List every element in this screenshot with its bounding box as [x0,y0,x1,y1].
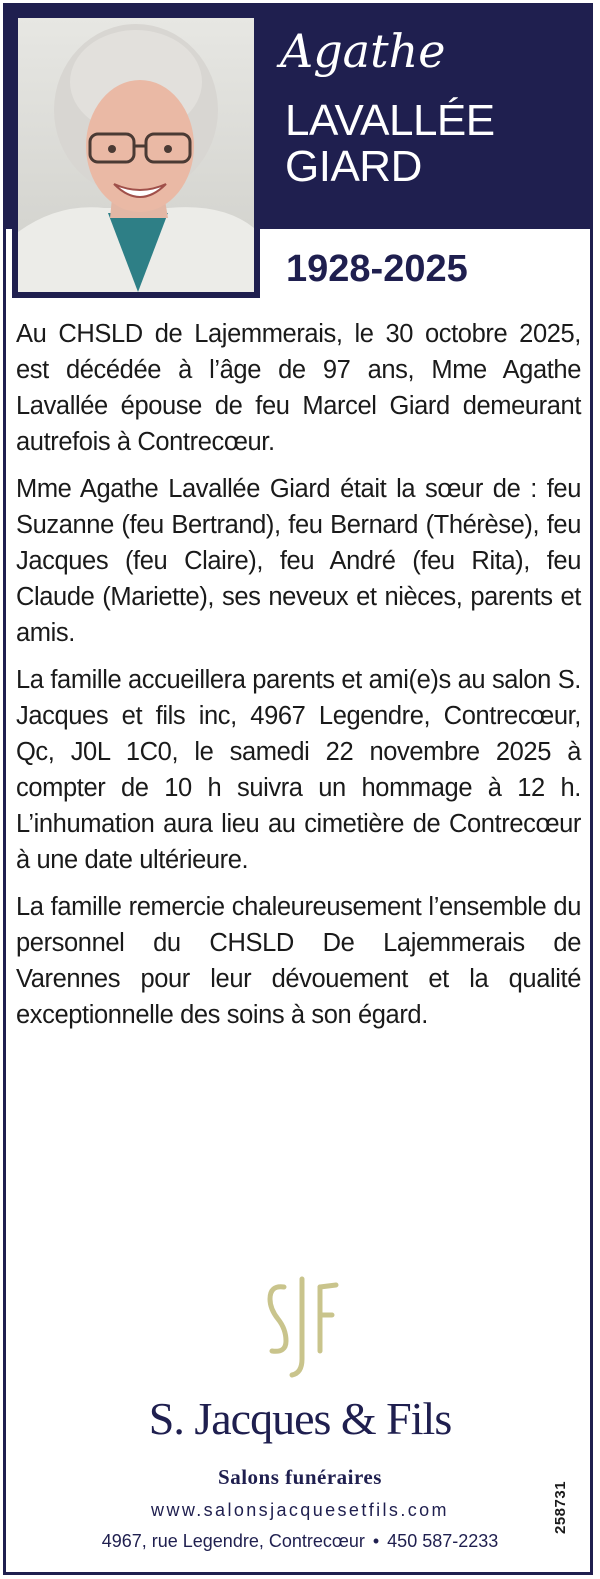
paragraph-death-notice: Au CHSLD de Lajemmerais, le 30 octobre 2025, est décédée à l’âge de 97 ans, Mme Agathe Lavallée épouse de feu Marcel Giard demeurant autrefois à Contrecœur. [16,320,581,456]
sjf-logo-mark [262,1275,342,1383]
funeral-home-website[interactable]: www.salonsjacquesetfils.com [151,1500,449,1520]
paragraph-family: Mme Agathe Lavallée Giard était la sœur de : feu Suzanne (feu Bertrand), feu Bernard (Thérèse), feu Jacques (feu Claire), feu André (feu Rita), feu Claude (Mariette), ses neveux et nièces, parents et amis. [16,475,581,647]
paragraph-thanks: La famille remercie chaleureusement l’ensemble du personnel du CHSLD De Lajemmerais de Varennes pour leur dévouement et la qualité exceptionnelle des soins à son égard. [16,893,581,1029]
funeral-home-address: 4967, rue Legendre, Contrecœur [101,1531,365,1551]
obituary-text [16,316,581,1044]
last-name-line-2: GIARD [285,142,422,191]
life-years: 1928-2025 [286,248,468,290]
contact-separator: • [372,1531,380,1551]
funeral-home-name: S. Jacques & Fils [148,1393,452,1444]
ad-reference-number: 258731 [552,1480,569,1534]
last-name [285,98,585,190]
portrait-frame [12,12,260,298]
last-name-line-1: LAVALLÉE [285,96,495,145]
funeral-home-phone[interactable]: 450 587-2233 [387,1531,499,1551]
first-name: Agathe [280,24,446,78]
paragraph-visitation: La famille accueillera parents et ami(e)s au salon S. Jacques et fils inc, 4967 Legendre, Contrecœur, Qc, J0L 1C0, le samedi 22 novembre 2025 à compter de 10 h suivra un hommage à 12 h. L’inhumation aura lieu au cimetière de Contrecœur à une date ultérieure. [16,666,581,874]
portrait-photo [18,18,254,292]
funeral-home-contact [40,1531,560,1552]
funeral-home-subtitle: Salons funéraires [218,1465,382,1489]
